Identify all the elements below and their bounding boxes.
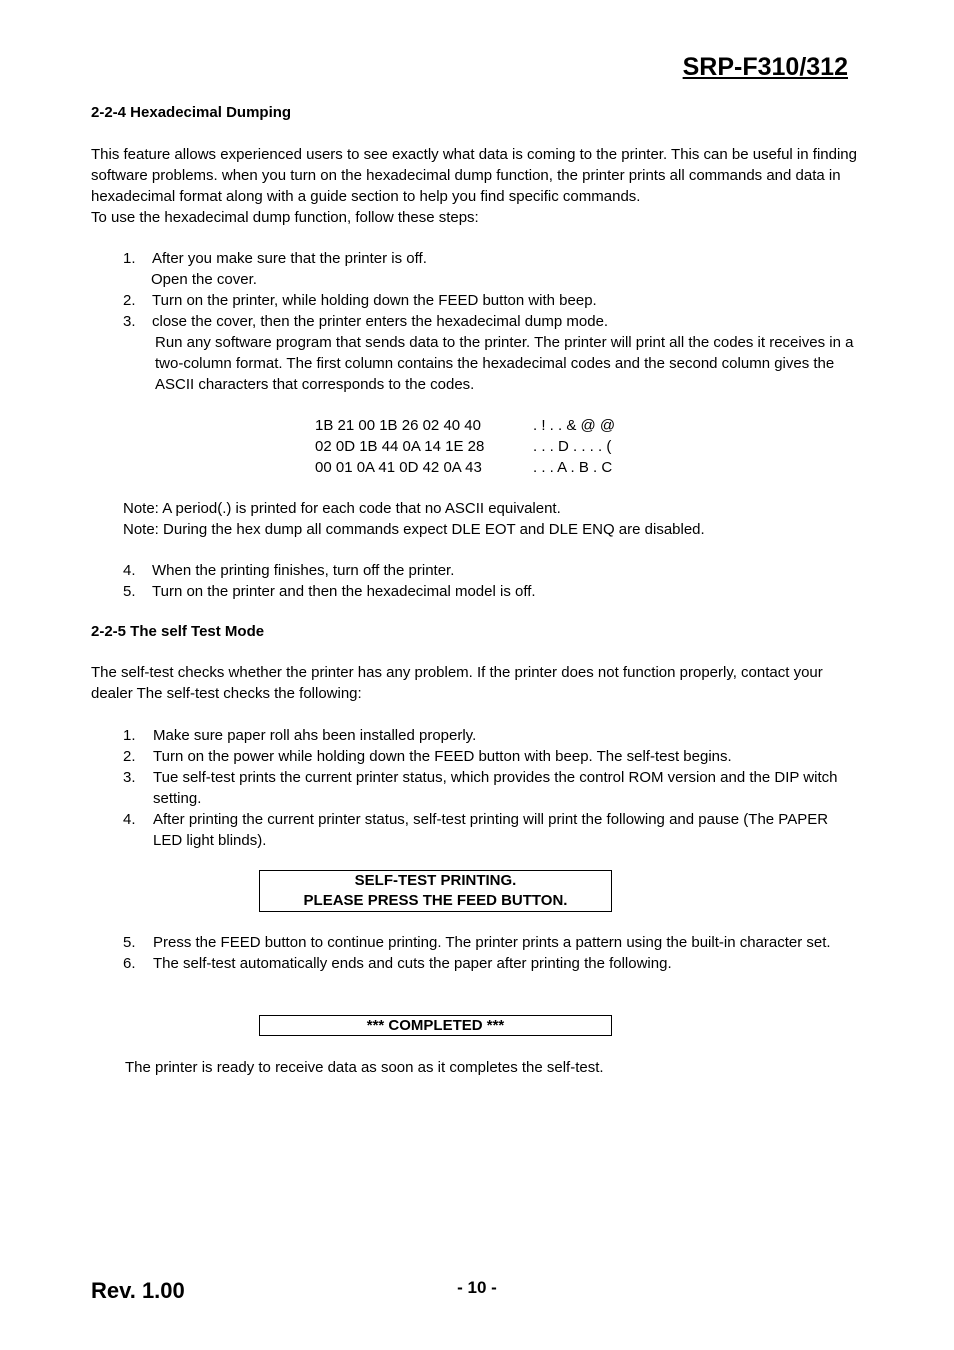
section-heading-self-test: 2-2-5 The self Test Mode <box>91 623 265 640</box>
list-item <box>123 953 858 974</box>
list-item-number: 3. <box>123 769 136 786</box>
self-test-intro-text: The self-test checks whether the printer has any problem. If the printer does not function properly, contact your dealer The self-test checks the following: <box>91 664 823 702</box>
hex-dump-intro <box>91 144 871 228</box>
list-item-text: The self-test automatically ends and cuts the paper after printing the following. <box>153 955 672 972</box>
list-item-text: When the printing finishes, turn off the printer. <box>152 562 455 579</box>
list-item-text: Turn on the power while holding down the FEED button with beep. The self-test begins. <box>153 748 732 765</box>
list-item <box>123 932 858 953</box>
note: Note: During the hex dump all commands expect DLE EOT and DLE ENQ are disabled. <box>123 521 705 538</box>
hex-dump-intro-text: This feature allows experienced users to see exactly what data is coming to the printer. This can be useful in finding software problems. when you turn on the hexadecimal dump function, the printer prints all commands and data in hexadecimal format along with a guide section to help you find specific commands. <box>91 146 857 205</box>
list-item-text: After printing the current printer status, self-test printing will print the following and pause (The PAPER LED light blinds). <box>153 811 829 849</box>
self-test-printing-box <box>259 870 612 912</box>
list-item <box>123 311 863 332</box>
hex-dump-example <box>315 415 615 478</box>
list-item-number: 4. <box>123 811 136 828</box>
list-item <box>123 290 863 311</box>
list-item-number: 2. <box>123 748 136 765</box>
list-item <box>123 725 858 746</box>
list-item <box>123 746 858 767</box>
list-item-text: Press the FEED button to continue printing. The printer prints a pattern using the built-in character set. <box>153 934 831 951</box>
list-item-continuation: Run any software program that sends data to the printer. The printer will print all the codes it receives in a two-column format. The first column contains the hexadecimal codes and the second column gives the ASCII characters that corresponds to the codes. <box>155 334 854 393</box>
list-item-number: 1. <box>123 250 136 267</box>
list-item-text: Turn on the printer and then the hexadecimal model is off. <box>152 583 536 600</box>
list-item-text: close the cover, then the printer enters the hexadecimal dump mode. <box>152 313 609 330</box>
list-item-number: 1. <box>123 727 136 744</box>
page-number: - 10 - <box>457 1278 497 1297</box>
completed-box <box>259 1015 612 1036</box>
hex-dump-steps <box>123 248 863 395</box>
list-item-continuation: Open the cover. <box>151 271 257 288</box>
list-item-text: Tue self-test prints the current printer status, which provides the control ROM version and the DIP witch setting. <box>153 769 838 807</box>
list-item-text: After you make sure that the printer is off. <box>152 250 427 267</box>
list-item <box>123 248 863 269</box>
hex-dump-steps-after <box>123 560 863 602</box>
list-item <box>123 809 858 851</box>
list-item-number: 4. <box>123 562 136 579</box>
self-test-steps-after <box>123 932 858 974</box>
list-item-number: 6. <box>123 955 136 972</box>
revision-label: Rev. 1.00 <box>91 1278 185 1303</box>
self-test-intro <box>91 662 851 704</box>
document-title: SRP-F310/312 <box>682 53 848 81</box>
section-heading-hex-dump: 2-2-4 Hexadecimal Dumping <box>91 104 292 121</box>
box-line: *** COMPLETED *** <box>366 1017 505 1034</box>
list-item-number: 5. <box>123 583 136 600</box>
list-item <box>123 560 863 581</box>
list-item-text: Turn on the printer, while holding down the FEED button with beep. <box>152 292 597 309</box>
list-item-text: Make sure paper roll ahs been installed properly. <box>153 727 477 744</box>
list-item <box>123 767 858 809</box>
ascii-chars: . . . D . . . . ( <box>533 438 612 455</box>
box-line: SELF-TEST PRINTING. <box>354 872 517 889</box>
hex-codes: 02 0D 1B 44 0A 14 1E 28 <box>315 438 485 455</box>
ascii-chars: . ! . . & @ @ <box>533 417 616 434</box>
hex-dump-notes <box>123 498 863 540</box>
hex-codes: 00 01 0A 41 0D 42 0A 43 <box>315 459 482 476</box>
hex-dump-row <box>315 457 615 478</box>
self-test-steps <box>123 725 858 851</box>
hex-dump-intro-steps-lead: To use the hexadecimal dump function, follow these steps: <box>91 209 479 226</box>
note: Note: A period(.) is printed for each code that no ASCII equivalent. <box>123 500 561 517</box>
hex-dump-row <box>315 415 615 436</box>
list-item-number: 5. <box>123 934 136 951</box>
hex-dump-row <box>315 436 615 457</box>
box-line: PLEASE PRESS THE FEED BUTTON. <box>303 892 568 909</box>
list-item-number: 2. <box>123 292 136 309</box>
ascii-chars: . . . A . B . C <box>533 459 613 476</box>
list-item-number: 3. <box>123 313 136 330</box>
hex-codes: 1B 21 00 1B 26 02 40 40 <box>315 417 481 434</box>
self-test-closing: The printer is ready to receive data as soon as it completes the self-test. <box>125 1059 604 1076</box>
list-item <box>123 581 863 602</box>
